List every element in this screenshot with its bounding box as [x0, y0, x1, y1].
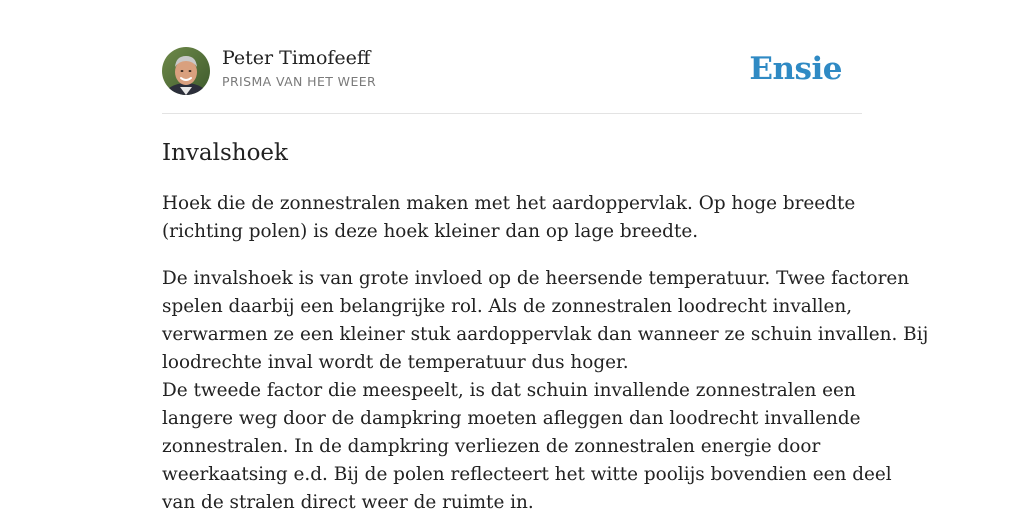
text-line: van de stralen direct weer de ruimte in. [162, 492, 534, 512]
text-line: Hoek die de zonnestralen maken met het aardoppervlak. Op hoge breedte [162, 193, 856, 214]
ensie-logo[interactable]: Ensie [749, 51, 842, 87]
text-line: De tweede factor die meespeelt, is dat schuin invallende zonnestralen een [162, 380, 856, 401]
author-name[interactable]: Peter Timofeeff [222, 47, 371, 69]
text-line: De invalshoek is van grote invloed op de heersende temperatuur. Twee factoren [162, 268, 910, 289]
text-line: spelen daarbij een belangrijke rol. Als de zonnestralen loodrecht invallen, [162, 296, 853, 317]
text-line: langere weg door de dampkring moeten afleggen dan loodrecht invallende [162, 408, 861, 429]
article-title: Invalshoek [162, 140, 288, 166]
publication-name[interactable]: PRISMA VAN HET WEER [222, 74, 377, 89]
avatar-image [162, 47, 210, 95]
text-line: (richting polen) is deze hoek kleiner dan op lage breedte. [162, 221, 699, 242]
paragraph-second-factor [162, 377, 892, 512]
paragraph-definition [162, 190, 872, 246]
article-content [162, 190, 929, 512]
paragraph-explanation [162, 265, 929, 377]
text-line: verwarmen ze een kleiner stuk aardoppervlak dan wanneer ze schuin invallen. Bij [162, 324, 929, 345]
header [162, 46, 862, 114]
text-line: weerkaatsing e.d. Bij de polen reflecteert het witte poolijs bovendien een deel [162, 464, 892, 485]
avatar[interactable] [162, 47, 210, 95]
text-line: loodrechte inval wordt de temperatuur dus hoger. [162, 352, 629, 373]
text-line: zonnestralen. In de dampkring verliezen de zonnestralen energie door [162, 436, 821, 457]
